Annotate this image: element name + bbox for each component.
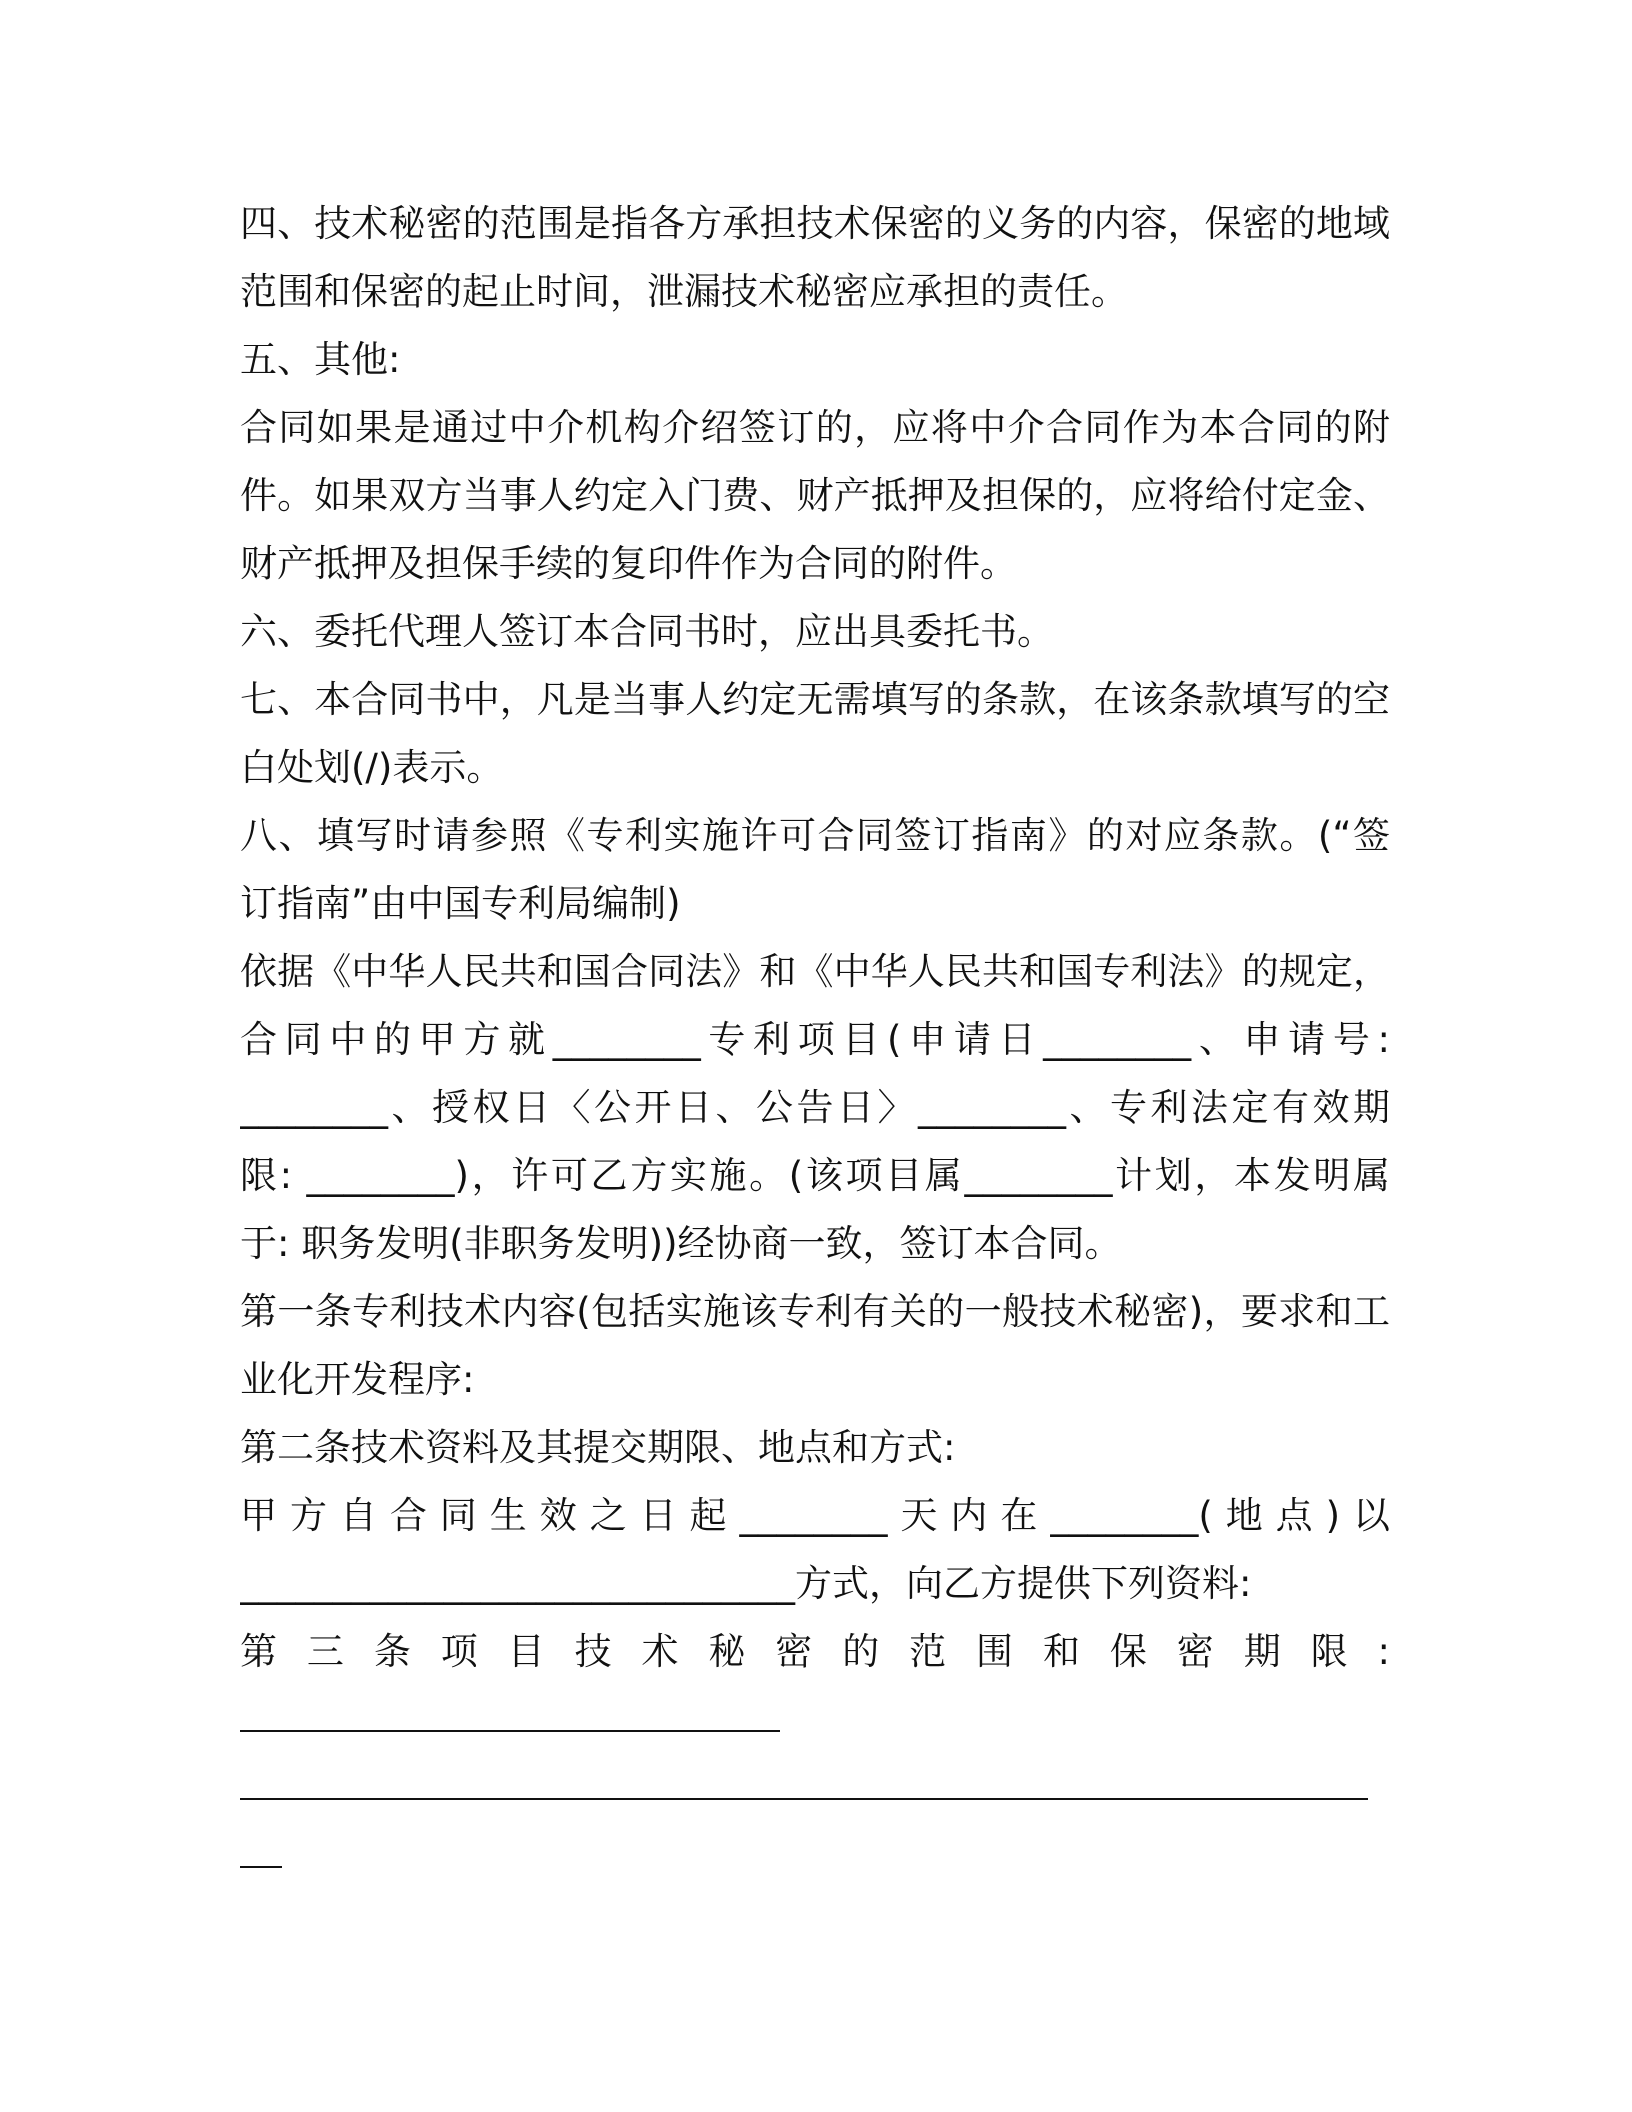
fill-in-blank [240,1754,1390,1822]
paragraph-line: ________、授权日〈公开日、公告日〉________、专利法定有效期 [240,1086,1390,1129]
paragraph-line: 合同中的甲方就________专利项目(申请日________、申请号: [240,1018,1390,1061]
fill-in-blank [240,1686,1390,1754]
blank-rule [240,1798,1368,1800]
paragraph-line: 六、委托代理人签订本合同书时，应出具委托书。 [240,610,1054,653]
paragraph-line: ______________________________方式，向乙方提供下列资料: [240,1562,1252,1605]
paragraph-line: 订指南”由中国专利局编制) [240,882,681,925]
fill-in-blank [240,1822,1390,1890]
blank-rule [240,1866,282,1868]
blank-rule [240,1730,780,1732]
paragraph-line: 甲方自合同生效之日起________天内在________(地点)以 [240,1494,1390,1537]
paragraph-line: 八、填写时请参照《专利实施许可合同签订指南》的对应条款。(“签 [240,814,1390,857]
section-heading: 第三条项目技术秘密的范围和保密期限: [240,1630,1390,1673]
paragraph-line: 限: ________)，许可乙方实施。(该项目属________计划，本发明属 [240,1154,1390,1197]
paragraph-line: 业化开发程序: [240,1358,475,1401]
paragraph-line: 件。如果双方当事人约定入门费、财产抵押及担保的，应将给付定金、 [240,474,1390,517]
paragraph-line: 白处划(/)表示。 [240,746,504,789]
section-heading: 第二条技术资料及其提交期限、地点和方式: [240,1426,956,1469]
paragraph-line: 财产抵押及担保手续的复印件作为合同的附件。 [240,542,1017,585]
section-heading: 五、其他: [240,338,401,381]
paragraph-line: 依据《中华人民共和国合同法》和《中华人民共和国专利法》的规定， [240,950,1390,993]
paragraph-line: 于: 职务发明(非职务发明))经协商一致，签订本合同。 [240,1222,1122,1265]
paragraph-line: 合同如果是通过中介机构介绍签订的，应将中介合同作为本合同的附 [240,406,1390,449]
paragraph-line: 七、本合同书中，凡是当事人约定无需填写的条款，在该条款填写的空 [240,678,1390,721]
paragraph-line: 四、技术秘密的范围是指各方承担技术保密的义务的内容，保密的地域 [240,202,1390,245]
document-body [240,190,1390,1890]
paragraph-line: 第一条专利技术内容(包括实施该专利有关的一般技术秘密)，要求和工 [240,1290,1390,1333]
paragraph-line: 范围和保密的起止时间，泄漏技术秘密应承担的责任。 [240,270,1128,313]
